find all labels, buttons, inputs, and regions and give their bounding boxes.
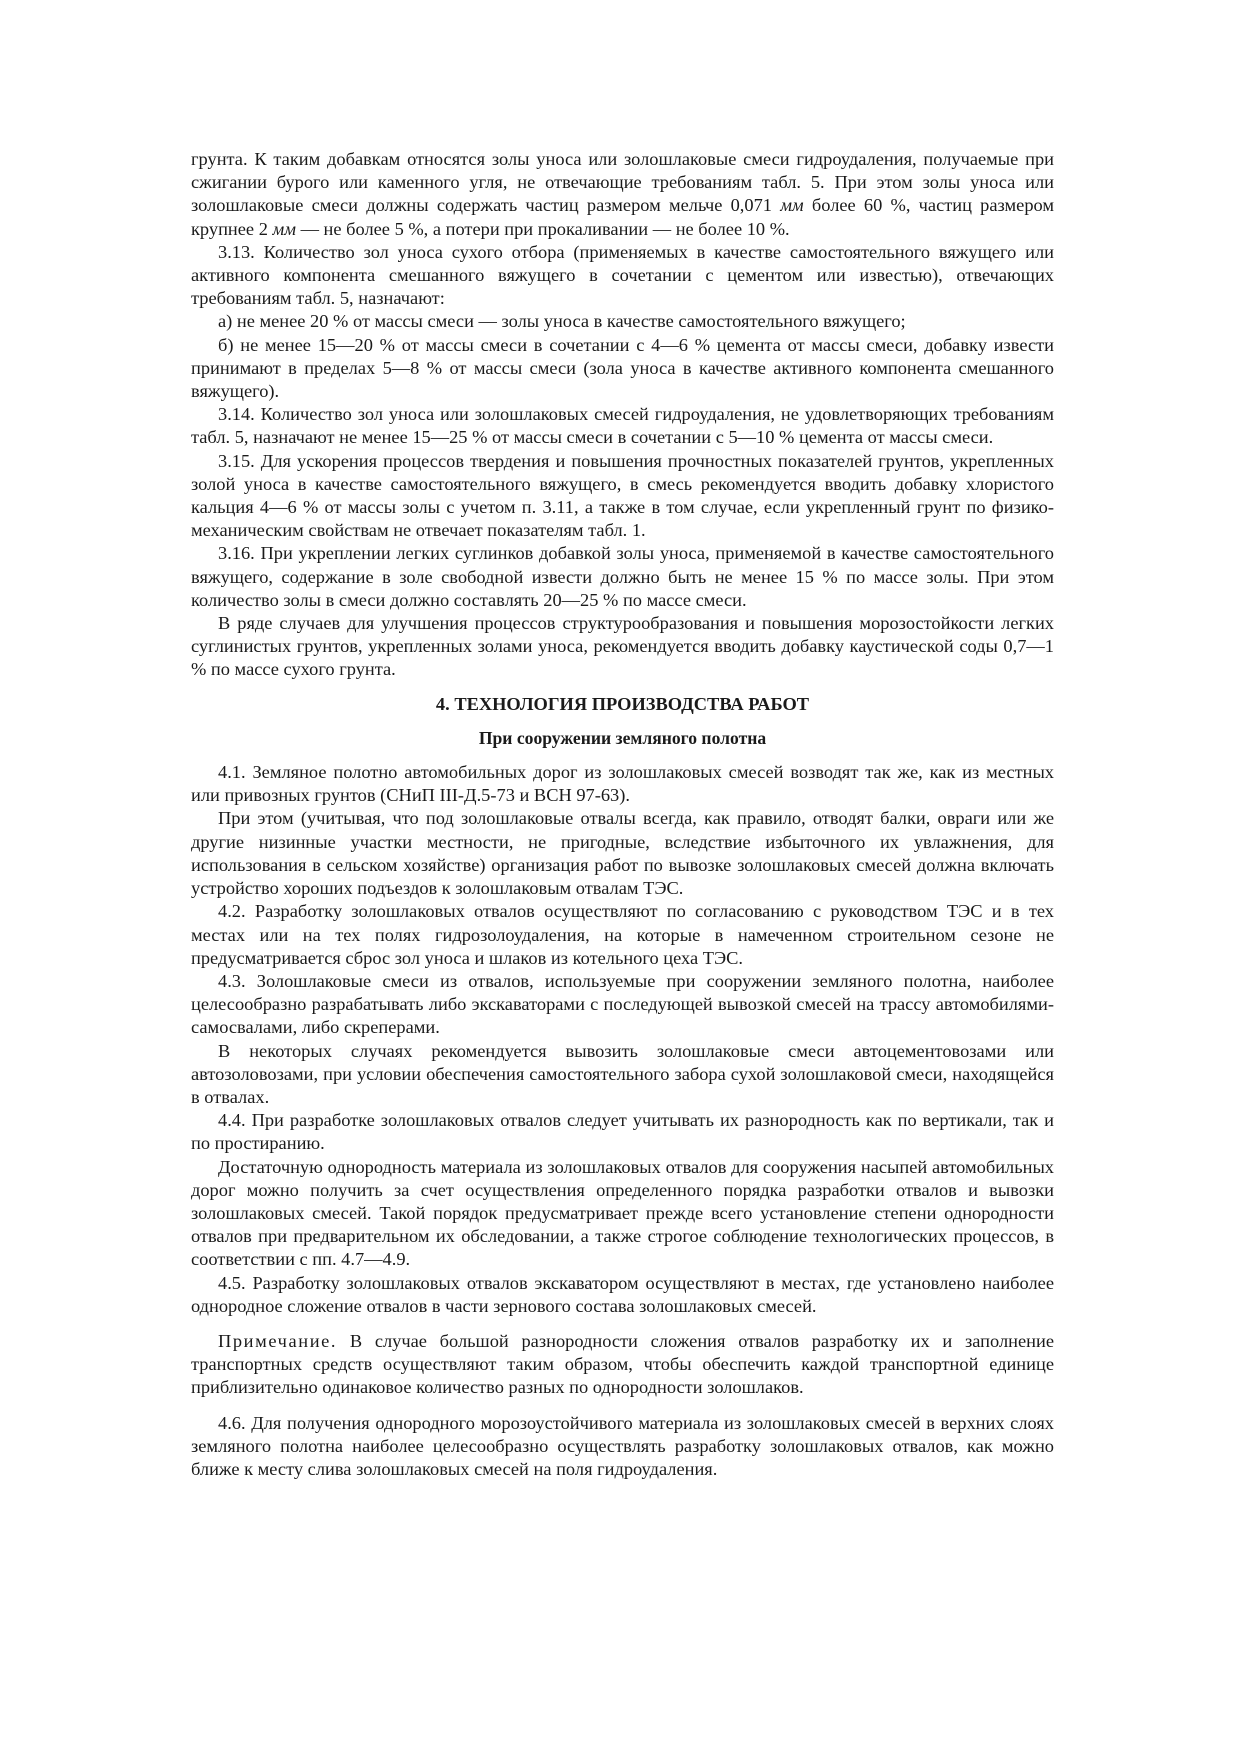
paragraph-4-3: 4.3. Золошлаковые смеси из отвалов, используемые при сооружении земляного полотна, наиболее целесообразно разрабатывать либо экскаваторами с последующей вывозкой смесей на трассу автомобилями-самосвалами, либо скреперами. bbox=[191, 970, 1054, 1038]
paragraph-3-14: 3.14. Количество зол уноса или золошлаковых смесей гидроудаления, не удовлетворяющих требованиям табл. 5, назначают не менее 15—25 % от массы смеси в сочетании с 5—10 % цемента от массы смеси. bbox=[191, 404, 1054, 448]
paragraph-3-13-b: б) не менее 15—20 % от массы смеси в сочетании с 4—6 % цемента от массы смеси, добавку извести принимают в пределах 5—8 % от массы смеси (зола уноса в качестве активного компонента смешанного вяжущего). bbox=[191, 334, 1054, 402]
note-paragraph bbox=[191, 1330, 1054, 1400]
paragraph-4-6: 4.6. Для получения однородного морозоустойчивого материала из золошлаковых смесей в верхних слоях земляного полотна наиболее целесообразно осуществлять разработку золошлаковых отвалов, как можно ближе к месту слива золошлаковых смесей на поля гидроудаления. bbox=[191, 1412, 1054, 1479]
paragraph-4-3-b: В некоторых случаях рекомендуется вывозить золошлаковые смеси автоцементовозами или автозоловозами, при условии обеспечения самостоятельного забора сухой золошлаковой смеси, находящейся в отвалах. bbox=[191, 1040, 1054, 1107]
text-span: — не более 5 %, а потери при прокаливании — не более 10 %. bbox=[295, 218, 790, 239]
unit-mm: мм bbox=[272, 218, 296, 239]
section-title: 4. ТЕХНОЛОГИЯ ПРОИЗВОДСТВА РАБОТ bbox=[435, 693, 810, 714]
paragraph-4-1-b: При этом (учитывая, что под золошлаковые отвалы всегда, как правило, отводят балки, овраги или же другие низинные участки местности, не пригодные, вследствие избыточного их увлажнения, для использования в сельском хозяйстве) организация работ по вывозке золошлаковых смесей должна включать устройство хороших подъездов к золошлаковым отвалам ТЭС. bbox=[191, 808, 1054, 899]
document-page bbox=[191, 148, 1054, 1481]
paragraph-continuation bbox=[191, 148, 1054, 241]
text-span: более 60 %, частиц размером крупнее 2 bbox=[191, 195, 1055, 239]
note-text: В случае большой разнородности сложения отвалов разработку их и заполнение транспортных средств осуществляют таким образом, чтобы обеспечить каждой транспортной единице приблизительно одинаковое количество разных по однородности золошлаков. bbox=[191, 1330, 1054, 1398]
subsection-title: При сооружении земляного полотна bbox=[478, 727, 767, 748]
text-span: грунта. К таким добавкам относятся золы уноса или золошлаковые смеси гидроудаления, получаемые при сжигании бурого или каменного угля, не отвечающие требованиям табл. 5. При этом золы уноса или золошлаковые смеси должны содержать частиц размером мельче 0,071 bbox=[191, 149, 1054, 216]
note-label: Примечание. bbox=[218, 1330, 338, 1351]
paragraph-3-16-b: В ряде случаев для улучшения процессов структурообразования и повышения морозостойкости легких суглинистых грунтов, укрепленных золами уноса, рекомендуется вводить добавку каустической соды 0,7—1 % по массе сухого грунта. bbox=[191, 613, 1054, 680]
paragraph-4-5: 4.5. Разработку золошлаковых отвалов экскаватором осуществляют в местах, где установлено наиболее однородное сложение отвалов в части зернового состава золошлаковых смесей. bbox=[191, 1272, 1054, 1316]
paragraph-4-2: 4.2. Разработку золошлаковых отвалов осуществляют по согласованию с руководством ТЭС и в тех местах или на тех полях гидрозолоудаления, на которые в намеченном строительном сезоне не предусматривается сброс зол уноса и шлаков из котельного цеха ТЭС. bbox=[191, 901, 1054, 968]
paragraph-4-4: 4.4. При разработке золошлаковых отвалов следует учитывать их разнородность как по вертикали, так и по простиранию. bbox=[191, 1110, 1054, 1154]
paragraph-4-4-b: Достаточную однородность материала из золошлаковых отвалов для сооружения насыпей автомобильных дорог можно получить за счет осуществления определенного порядка разработки отвалов и вывозки золошлаковых смесей. Такой порядок предусматривает прежде всего установление степени однородности отвалов при предварительном их обследовании, а также строгое соблюдение технологических процессов, в соответствии с пп. 4.7—4.9. bbox=[191, 1156, 1054, 1270]
paragraph-3-15: 3.15. Для ускорения процессов твердения и повышения прочностных показателей грунтов, укрепленных золой уноса в качестве самостоятельного вяжущего, в смесь рекомендуется вводить добавку хлористого кальция 4—6 % от массы золы с учетом п. 3.11, а также в том случае, если укрепленный грунт по физико-механическим свойствам не отвечает показателям табл. 1. bbox=[191, 450, 1054, 541]
unit-mm: мм bbox=[780, 195, 804, 216]
paragraph-3-13: 3.13. Количество зол уноса сухого отбора (применяемых в качестве самостоятельного вяжущего или активного компонента смешанного вяжущего в сочетании с цементом или известью), отвечающих требованиям табл. 5, назначают: bbox=[191, 241, 1054, 309]
paragraph-3-16: 3.16. При укреплении легких суглинков добавкой золы уноса, применяемой в качестве самостоятельного вяжущего, содержание в золе свободной извести должно быть не менее 15 % по массе золы. При этом количество золы в смеси должно составлять 20—25 % по массе смеси. bbox=[191, 543, 1054, 610]
paragraph-4-1: 4.1. Земляное полотно автомобильных дорог из золошлаковых смесей возводят так же, как из местных или привозных грунтов (СНиП III-Д.5-73 и ВСН 97-63). bbox=[191, 762, 1054, 806]
paragraph-3-13-a: а) не менее 20 % от массы смеси — золы уноса в качестве самостоятельного вяжущего; bbox=[218, 311, 906, 332]
